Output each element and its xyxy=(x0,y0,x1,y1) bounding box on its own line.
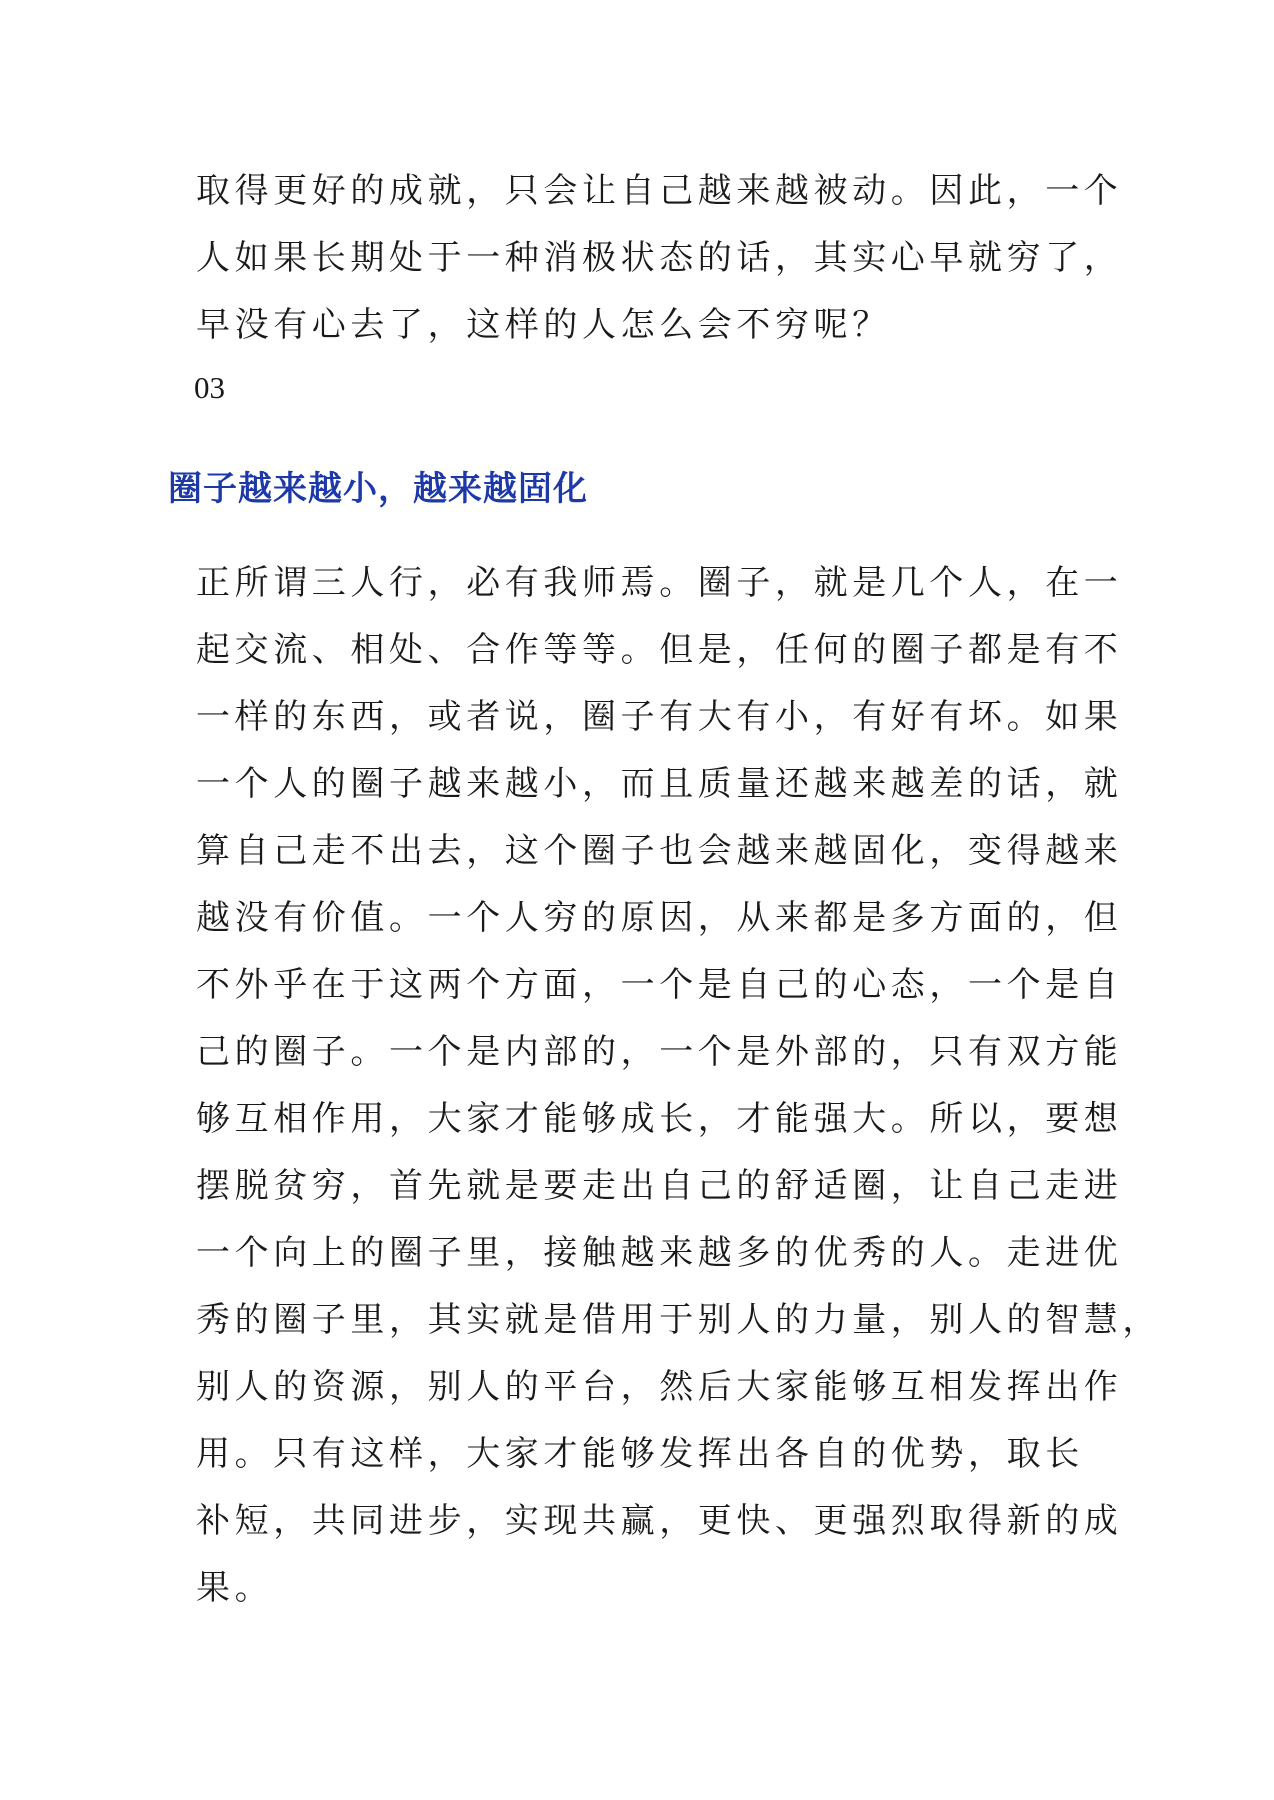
paragraph-line: 摆脱贫穷，首先就是要走出自己的舒适圈，让自己走进 xyxy=(196,1166,1123,1206)
paragraph-line: 早没有心去了，这样的人怎么会不穷呢？ xyxy=(196,305,891,345)
paragraph-line: 别人的资源，别人的平台，然后大家能够互相发挥出作 xyxy=(196,1367,1123,1407)
paragraph-line: 取得更好的成就，只会让自己越来越被动。因此，一个 xyxy=(196,171,1123,211)
paragraph-line: 起交流、相处、合作等等。但是，任何的圈子都是有不 xyxy=(196,630,1123,670)
paragraph-line: 一样的东西，或者说，圈子有大有小，有好有坏。如果 xyxy=(196,697,1123,737)
paragraph-line: 人如果长期处于一种消极状态的话，其实心早就穷了， xyxy=(196,238,1123,278)
paragraph-line: 秀的圈子里，其实就是借用于别人的力量，别人的智慧， xyxy=(196,1300,1161,1340)
paragraph-line: 补短，共同进步，实现共赢，更快、更强烈取得新的成 xyxy=(196,1501,1123,1541)
paragraph-line: 果。 xyxy=(196,1568,274,1608)
section-number: 03 xyxy=(194,370,225,405)
paragraph-line: 己的圈子。一个是内部的，一个是外部的，只有双方能 xyxy=(196,1032,1123,1072)
paragraph-line: 正所谓三人行，必有我师焉。圈子，就是几个人，在一 xyxy=(196,563,1123,603)
paragraph-line: 用。只有这样，大家才能够发挥出各自的优势，取长 xyxy=(196,1434,1084,1474)
paragraph-line: 越没有价值。一个人穷的原因，从来都是多方面的，但 xyxy=(196,898,1123,938)
paragraph-line: 一个人的圈子越来越小，而且质量还越来越差的话，就 xyxy=(196,764,1123,804)
paragraph-line: 不外乎在于这两个方面，一个是自己的心态，一个是自 xyxy=(196,965,1123,1005)
paragraph-line: 够互相作用，大家才能够成长，才能强大。所以，要想 xyxy=(196,1099,1123,1139)
paragraph-line: 一个向上的圈子里，接触越来越多的优秀的人。走进优 xyxy=(196,1233,1123,1273)
main-paragraph xyxy=(196,550,1161,1622)
paragraph-line: 算自己走不出去，这个圈子也会越来越固化，变得越来 xyxy=(196,831,1123,871)
intro-paragraph xyxy=(196,158,1123,359)
section-heading: 圈子越来越小，越来越固化 xyxy=(168,469,588,509)
